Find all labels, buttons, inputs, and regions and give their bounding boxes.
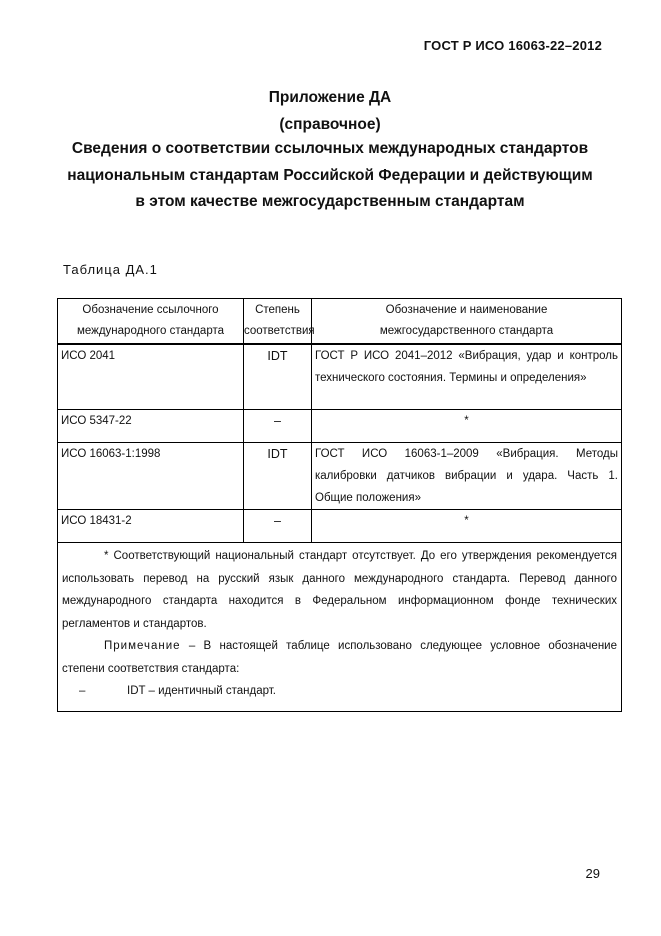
appendix-subject-line: Сведения о соответствии ссылочных международных стандартов [71, 140, 589, 157]
reference-standard-code: ИСО 18431-2 [58, 510, 244, 543]
interstate-standard-title: ГОСТ ИСО 16063-1–2009 «Вибрация. Методы калибровки датчиков вибрации и удара. Часть 1. Общие положения» [312, 443, 622, 510]
header-interstate-standard: Обозначение и наименование межгосударственного стандарта [312, 299, 622, 345]
legend-item [62, 680, 617, 703]
header-degree-of-correspondence: Степень соответствия [244, 299, 312, 345]
reference-standard-code: ИСО 2041 [58, 344, 244, 410]
table-row [58, 510, 622, 543]
table-row [58, 344, 622, 410]
legend-dash: – [79, 685, 86, 697]
reference-standard-code: ИСО 16063-1:1998 [58, 443, 244, 510]
standards-correspondence-table [57, 298, 622, 712]
interstate-standard-title: ГОСТ Р ИСО 2041–2012 «Вибрация, удар и контроль технического состояния. Термины и определения» [312, 344, 622, 410]
appendix-title: Приложение ДА [268, 89, 392, 106]
note-label: Примечание [104, 640, 181, 652]
degree-of-correspondence: IDT [244, 443, 312, 510]
appendix-type: (справочное) [279, 116, 381, 133]
note-text: – В настоящей таблице использовано следующее условное обозначение степени соответствия стандарта: [62, 640, 617, 675]
document-code-header: ГОСТ Р ИСО 16063-22–2012 [423, 38, 602, 53]
degree-of-correspondence: – [244, 410, 312, 443]
table-caption: Таблица ДА.1 [63, 262, 158, 277]
degree-of-correspondence: IDT [244, 344, 312, 410]
table-notes [58, 543, 622, 712]
appendix-subject-line: в этом качестве межгосударственным стандартам [135, 193, 525, 210]
table-footnote: * Соответствующий национальный стандарт отсутствует. До его утверждения рекомендуется использовать перевод на русский язык данного международного стандарта. Перевод данного международного стандарта находится в Федеральном информационном фонде технических регламентов и стандартов. [62, 550, 617, 630]
reference-standard-code: ИСО 5347-22 [58, 410, 244, 443]
table-header-row [58, 299, 622, 345]
table-note [62, 635, 617, 680]
table-row [58, 410, 622, 443]
table-notes-row [58, 543, 622, 712]
legend-text: IDT – идентичный стандарт. [127, 685, 276, 697]
degree-of-correspondence: – [244, 510, 312, 543]
appendix-subject [40, 136, 620, 216]
appendix-subject-line: национальным стандартам Российской Федерации и действующим [67, 166, 593, 184]
header-reference-standard: Обозначение ссылочного международного стандарта [58, 299, 244, 345]
page-number: 29 [585, 866, 600, 881]
interstate-standard-title: * [312, 410, 622, 443]
interstate-standard-title: * [312, 510, 622, 543]
table-row [58, 443, 622, 510]
